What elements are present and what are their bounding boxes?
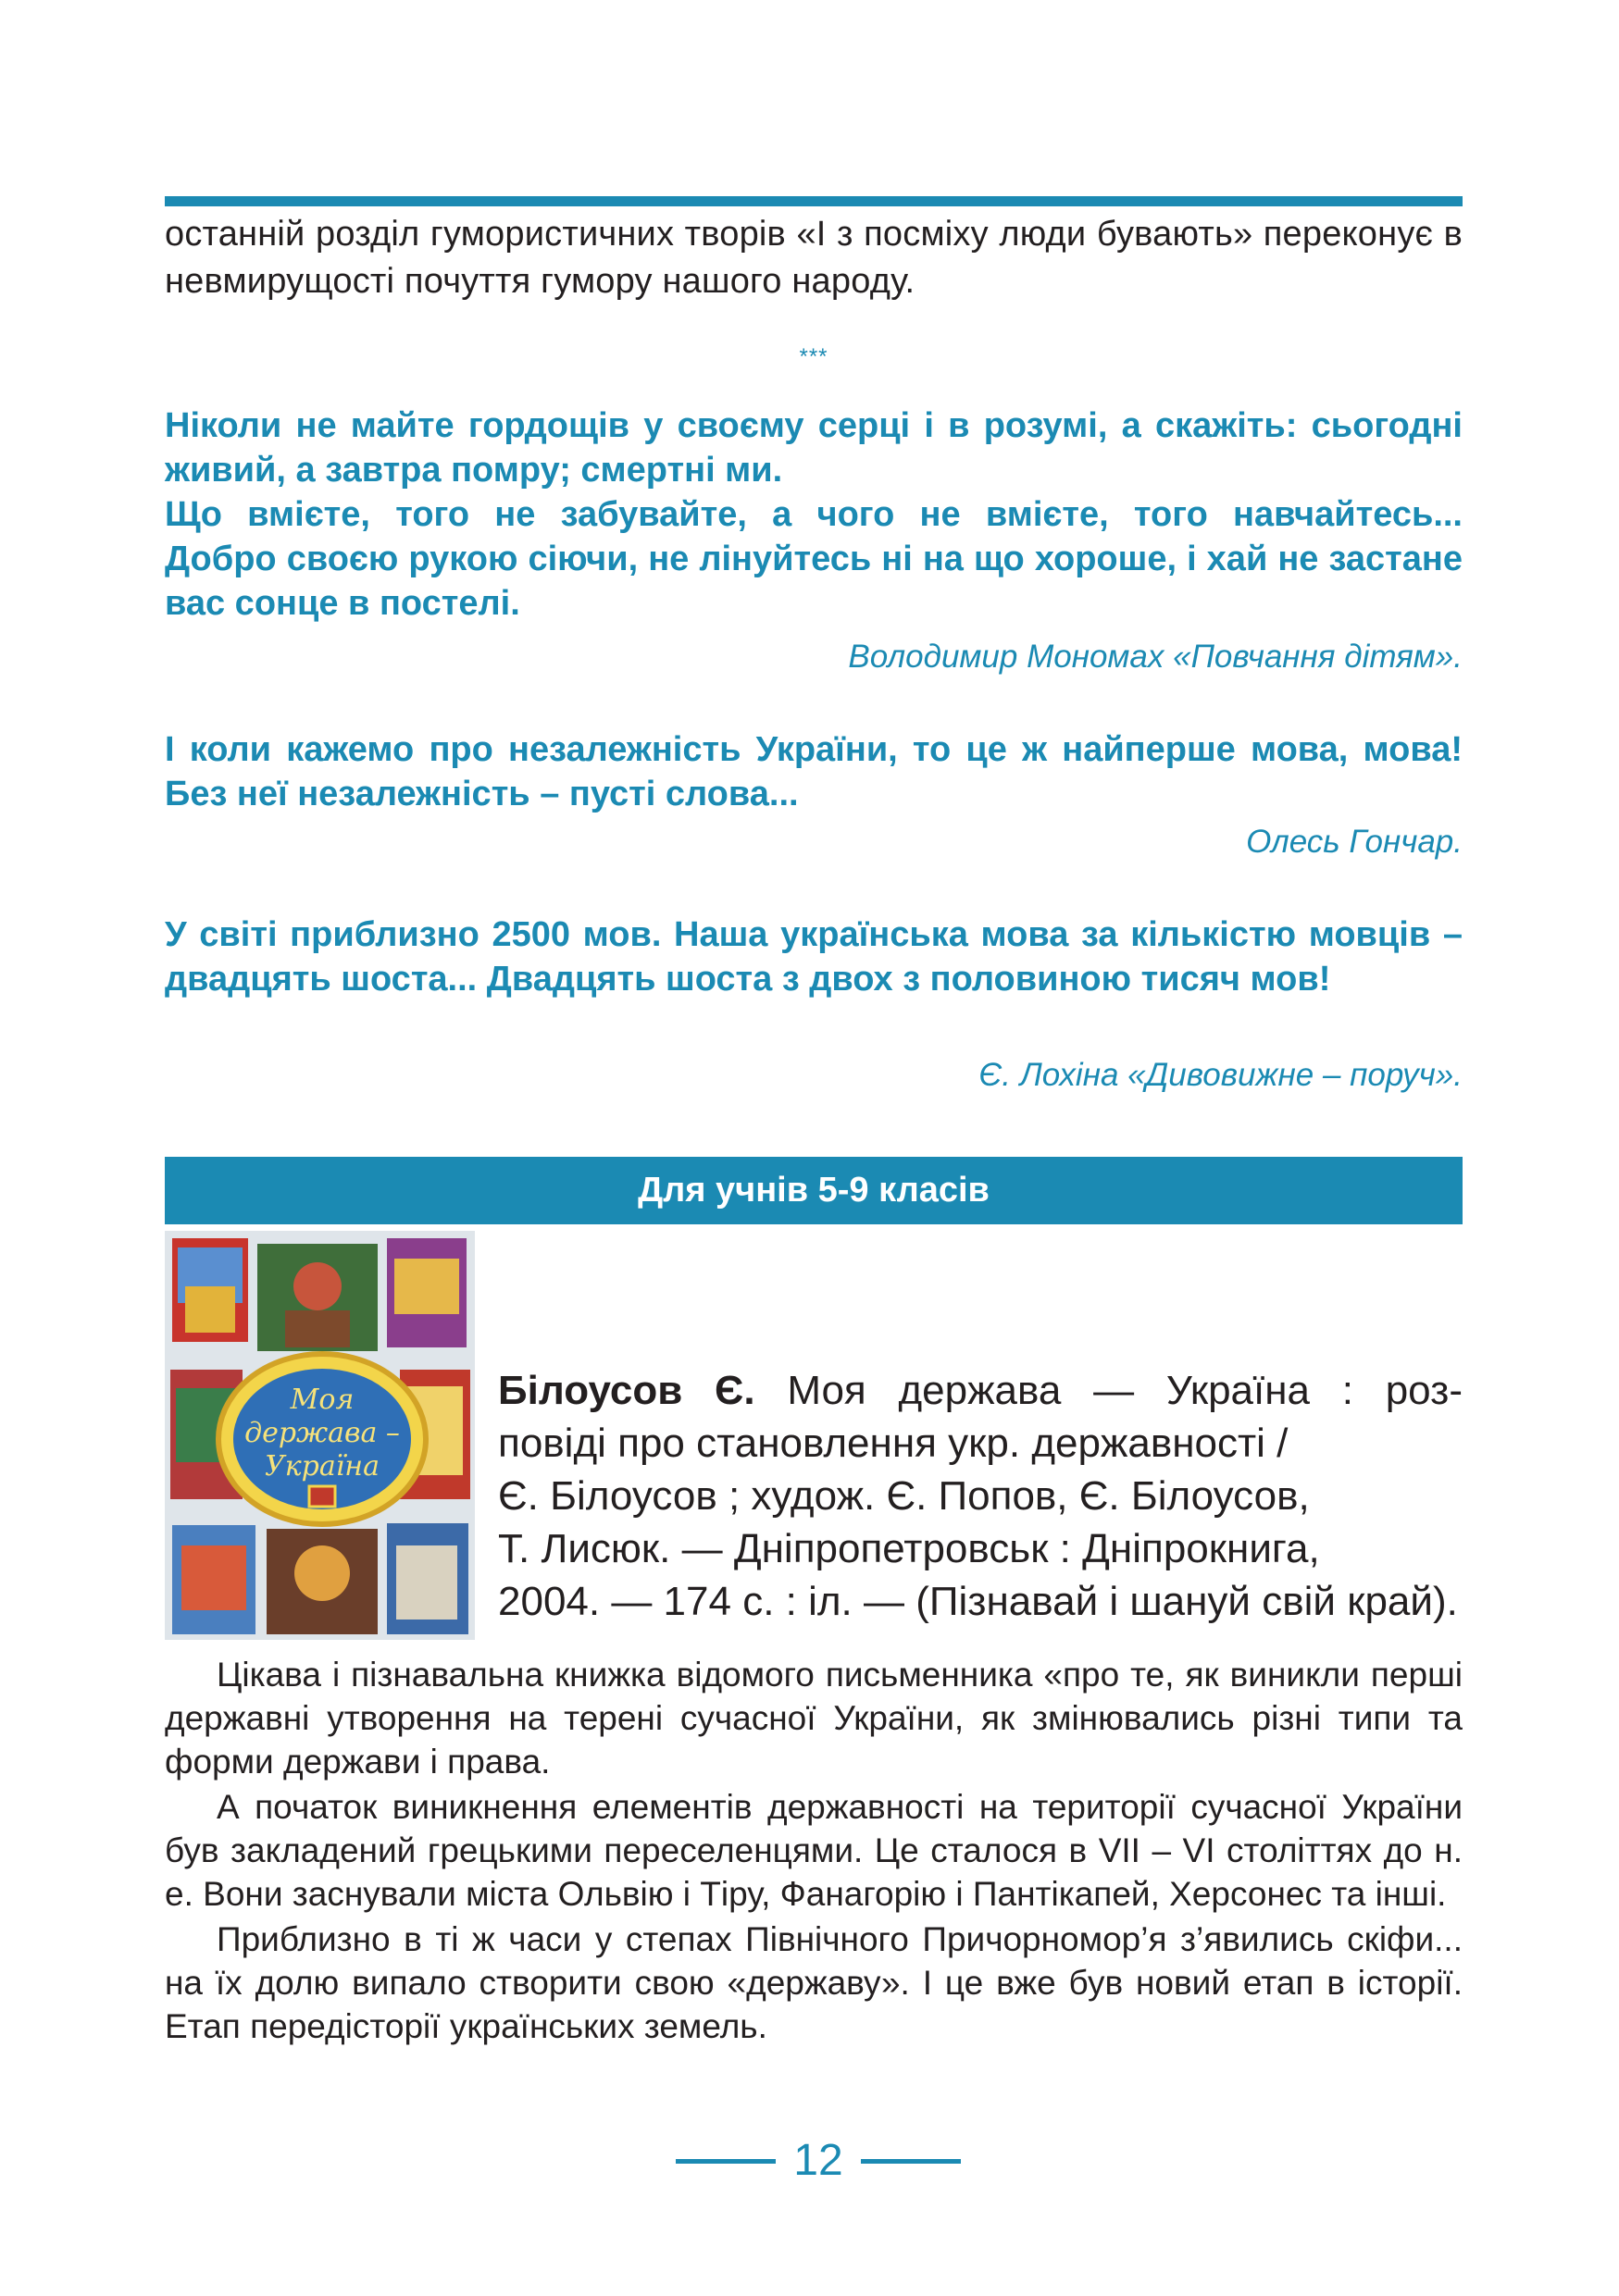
cover-title-line-3: Україна bbox=[265, 1450, 380, 1483]
cover-title-line-1: Моя bbox=[290, 1384, 355, 1416]
footer-rule-right bbox=[861, 2159, 961, 2164]
bib-line-1-text: Моя держава — Україна : роз- bbox=[787, 1368, 1463, 1413]
bib-line-2: повіді про становлення укр. державності / bbox=[498, 1421, 1289, 1466]
paragraph-2: А початок виникнення елементів державності на території сучасної України був закладений грецькими переселенцями. Це сталося в VII – VI століттях до н. е. Вони заснували міста Ольвію і Тіру, Фанагорію і Пантікапей, Херсонес та інші. bbox=[165, 1788, 1463, 1913]
quote-1-line-3: Добро своєю рукою сіючи, не лінуйтесь ні на що хороше, і хай не застане вас сонце в постелі. bbox=[165, 540, 1463, 623]
quote-2-author: Олесь Гончар. bbox=[1246, 824, 1463, 860]
book-cover-illustration bbox=[165, 1231, 475, 1640]
top-rule bbox=[165, 196, 1463, 206]
bib-line-1 bbox=[498, 1364, 1463, 1417]
cover-title-line-2: держава – bbox=[244, 1417, 400, 1449]
quote-3-author: Є. Лохіна «Дивовижне – поруч». bbox=[978, 1057, 1463, 1093]
paragraph-3: Приблизно в ті ж часи у степах Північного Причорномор’я з’явились скіфи... на їх долю випало створити свою «державу». І це вже був новий етап в історії. Етап передісторії українських земель. bbox=[165, 1920, 1463, 2045]
book-author: Білоусов Є. bbox=[498, 1368, 755, 1413]
book-bibliographic-entry bbox=[498, 1364, 1463, 1628]
footer-rule-left bbox=[676, 2159, 776, 2164]
quote-1-author: Володимир Мономах «Повчання дітям». bbox=[848, 639, 1463, 675]
paragraph-1: Цікава і пізнавальна книжка відомого письменника «про те, як виникли перші державні утворення на терені сучасної України, як змінювались різні типи та форми держави і права. bbox=[165, 1656, 1463, 1781]
quote-1 bbox=[165, 403, 1463, 626]
bib-line-3: Є. Білоусов ; худож. Є. Попов, Є. Білоусов, bbox=[498, 1473, 1310, 1519]
quote-1-line-1: Ніколи не майте гордощів у своєму серці і в розумі, а скажіть: сьогодні живий, а завтра помру; смертні ми. bbox=[165, 406, 1463, 490]
separator-stars: *** bbox=[799, 344, 828, 369]
quote-3 bbox=[165, 912, 1463, 1001]
quote-2-line-1: І коли кажемо про незалежність України, то це ж найперше мова, мова! Без неї незалежність – пусті слова... bbox=[165, 730, 1463, 813]
book-cover-image bbox=[165, 1231, 475, 1640]
page-number: 12 bbox=[793, 2136, 843, 2185]
bib-line-4: Т. Лисюк. — Дніпропетровськ : Дніпрокнига, bbox=[498, 1526, 1320, 1571]
book-description bbox=[165, 1653, 1463, 2050]
section-banner: Для учнів 5-9 класів bbox=[165, 1157, 1463, 1224]
quote-3-line-1: У світі приблизно 2500 мов. Наша українська мова за кількістю мовців – двадцять шоста... Двадцять шоста з двох з половиною тисяч мов! bbox=[165, 915, 1463, 999]
quote-2 bbox=[165, 727, 1463, 816]
bib-line-5: 2004. — 174 с. : іл. — (Пізнавай і шануй свій край). bbox=[498, 1579, 1458, 1624]
page-footer bbox=[0, 2133, 1619, 2189]
intro-paragraph: останній розділ гумористичних творів «І з посміху люди бувають» переконує в невмирущості почуття гумору нашого народу. bbox=[165, 215, 1463, 301]
quote-1-line-2: Що вмієте, того не забувайте, а чого не вмієте, того навчайтесь... bbox=[165, 495, 1463, 534]
